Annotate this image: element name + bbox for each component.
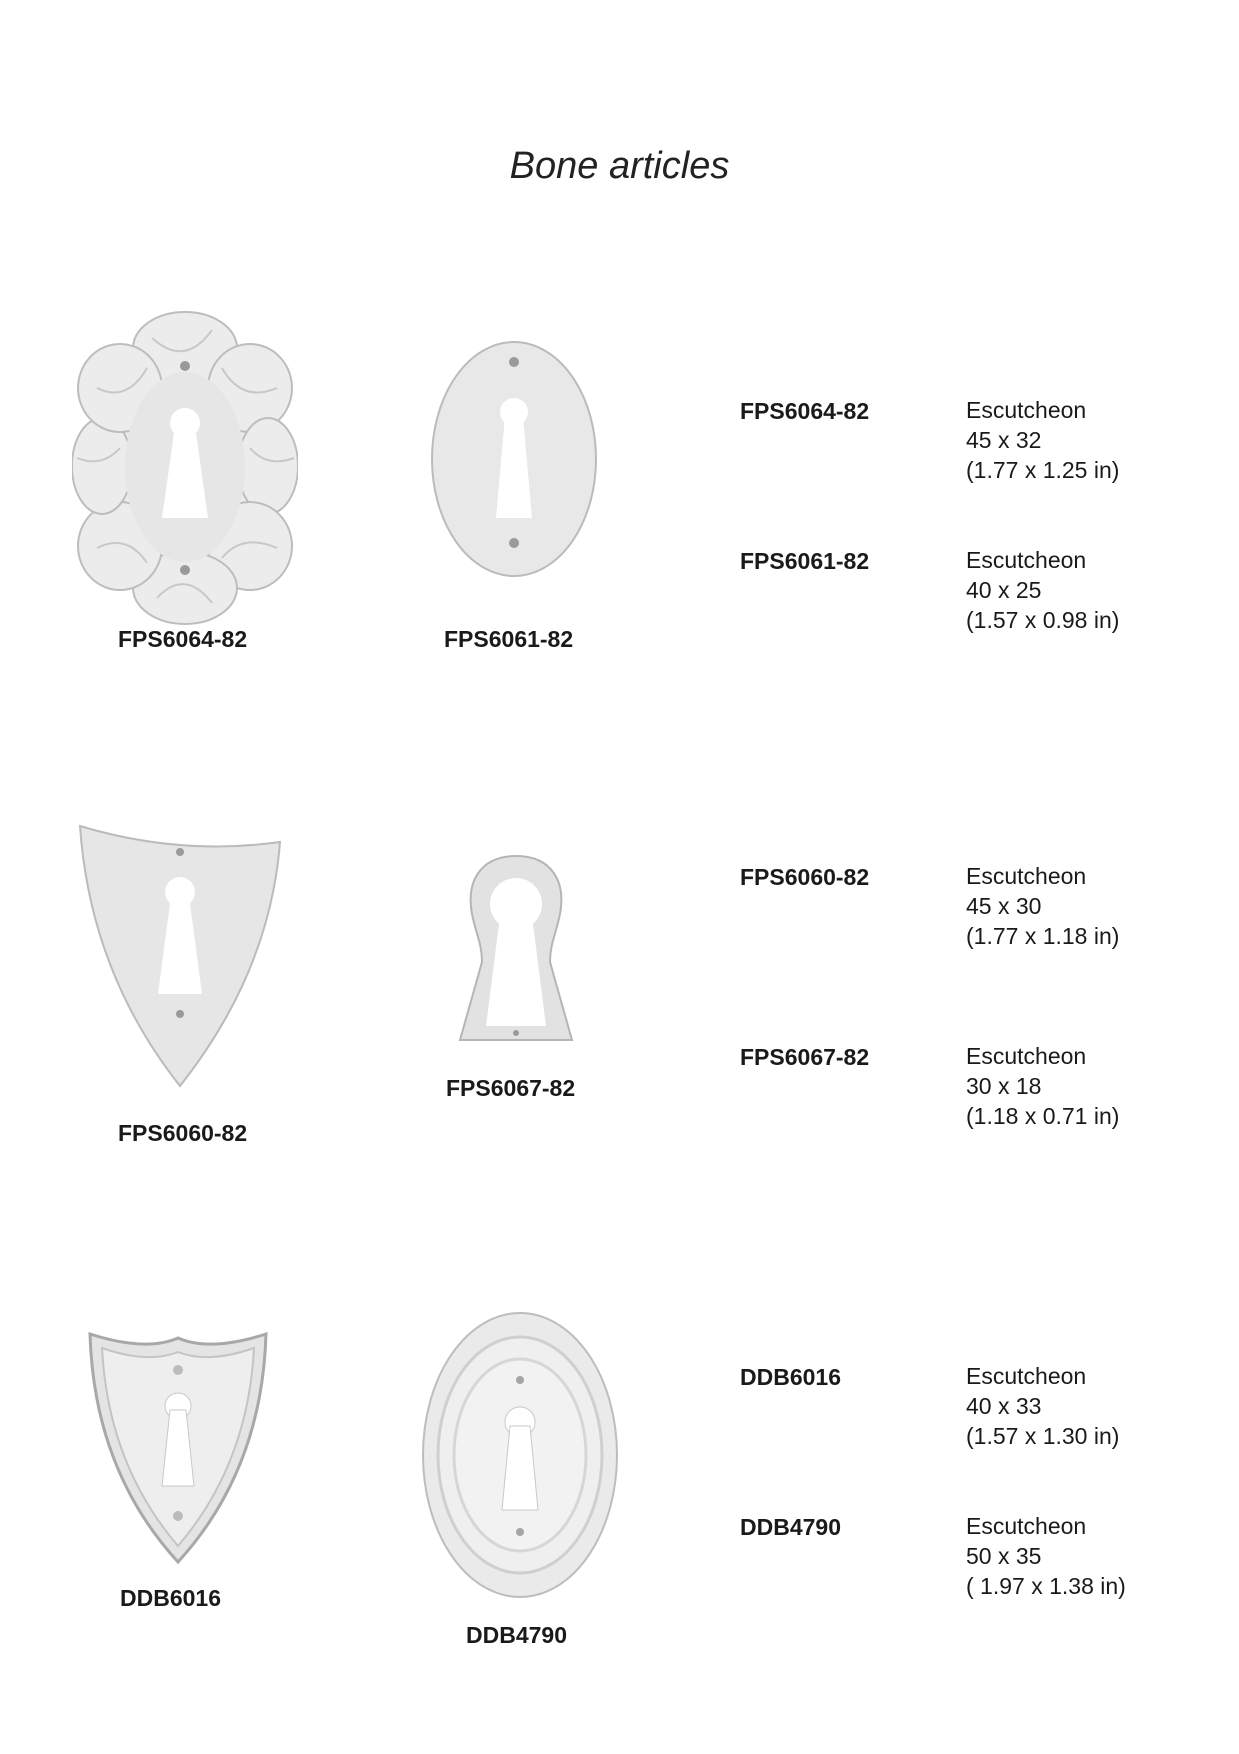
product-size-in: ( 1.97 x 1.38 in) [966,1573,1126,1599]
bordered-shield-escutcheon-icon [86,1330,270,1566]
page-title: Bone articles [509,145,730,187]
product-size-mm: 40 x 33 [966,1393,1042,1419]
product-size-in: (1.57 x 0.98 in) [966,607,1120,633]
shield-escutcheon-icon [76,822,284,1090]
product-code: DDB6016 [740,1364,841,1390]
product-code: FPS6067-82 [740,1044,870,1070]
ringed-oval-escutcheon-icon [420,1310,620,1600]
product-caption: FPS6061-82 [444,626,574,652]
product-size-mm: 50 x 35 [966,1543,1042,1569]
product-description [966,1511,1126,1601]
product-name: Escutcheon [966,1363,1087,1389]
product-description [966,545,1119,635]
product-description [966,1041,1119,1131]
product-size-mm: 40 x 25 [966,577,1042,603]
product-name: Escutcheon [966,863,1087,889]
keyhole-escutcheon-icon [454,852,578,1044]
product-name: Escutcheon [966,1513,1087,1539]
product-size-in: (1.77 x 1.25 in) [966,457,1120,483]
product-size-mm: 45 x 32 [966,427,1042,453]
oval-escutcheon-icon [430,340,598,578]
product-description [966,1361,1119,1451]
product-size-in: (1.77 x 1.18 in) [966,923,1120,949]
product-name: Escutcheon [966,397,1087,423]
product-name: Escutcheon [966,1043,1087,1069]
product-size-mm: 30 x 18 [966,1073,1042,1099]
product-size-mm: 45 x 30 [966,893,1042,919]
product-caption: DDB6016 [120,1585,221,1611]
product-description [966,861,1119,951]
flower-escutcheon-icon [72,308,298,626]
product-code: DDB4790 [740,1514,841,1540]
product-caption: FPS6060-82 [118,1120,248,1146]
product-caption: DDB4790 [466,1622,567,1648]
product-size-in: (1.57 x 1.30 in) [966,1423,1120,1449]
product-code: FPS6061-82 [740,548,870,574]
product-caption: FPS6067-82 [446,1075,576,1101]
product-description [966,395,1119,485]
product-caption: FPS6064-82 [118,626,248,652]
product-size-in: (1.18 x 0.71 in) [966,1103,1120,1129]
product-code: FPS6060-82 [740,864,870,890]
product-name: Escutcheon [966,547,1087,573]
product-code: FPS6064-82 [740,398,870,424]
